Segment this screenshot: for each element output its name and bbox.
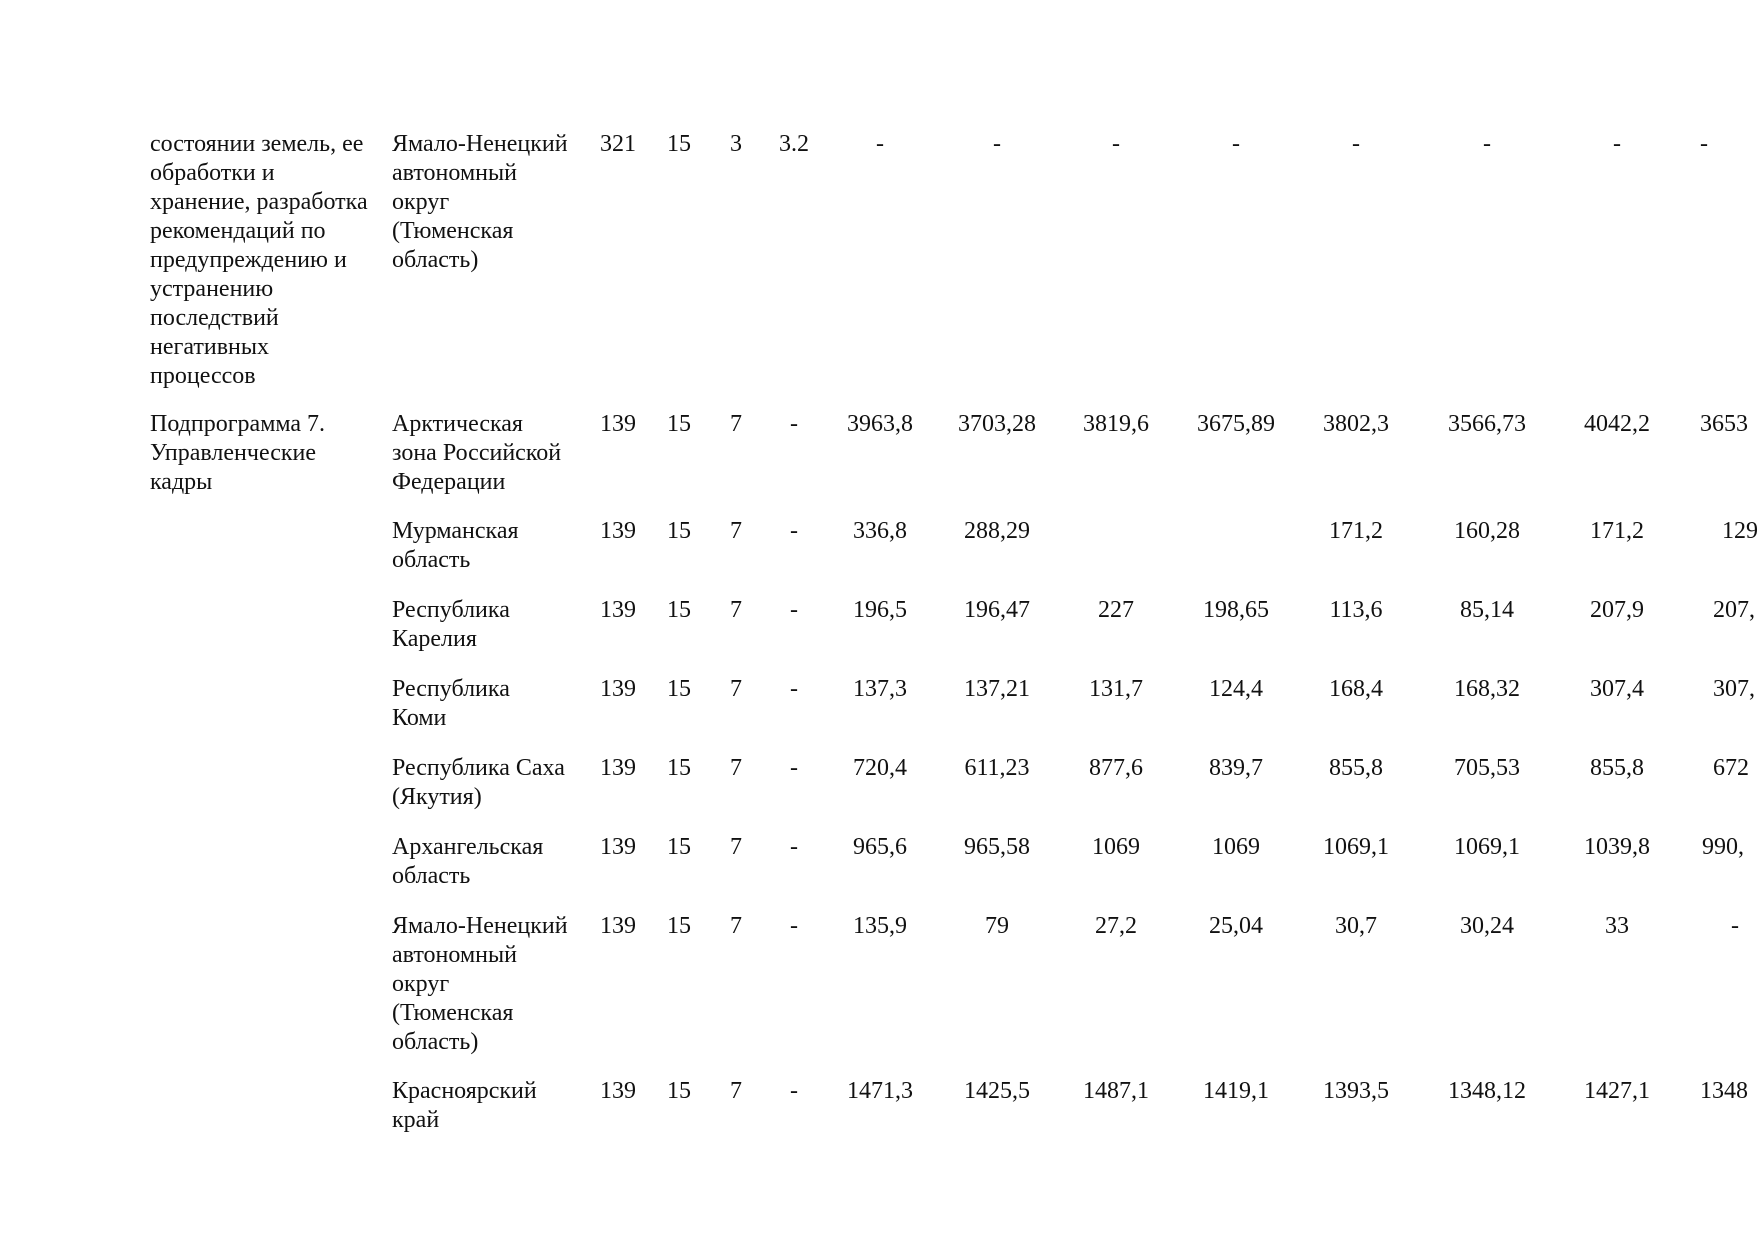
value-cell: 113,6	[1329, 597, 1383, 623]
code-cell: 139	[600, 755, 636, 781]
code-cell: 15	[667, 597, 691, 623]
value-cell: 336,8	[853, 518, 907, 544]
value-cell: 1393,5	[1323, 1078, 1389, 1104]
code-cell: 321	[600, 131, 636, 157]
value-cell: 3566,73	[1448, 411, 1526, 437]
code-cell: 139	[600, 1078, 636, 1104]
value-cell: 27,2	[1095, 913, 1137, 939]
value-cell: 30,7	[1335, 913, 1377, 939]
value-cell: 855,8	[1329, 755, 1383, 781]
code-cell: -	[790, 834, 798, 860]
code-cell: 139	[600, 676, 636, 702]
value-cell: 672	[1713, 755, 1749, 781]
value-cell: 85,14	[1460, 597, 1514, 623]
code-cell: 7	[730, 1078, 742, 1104]
value-cell: -	[1700, 131, 1708, 157]
value-cell: 4042,2	[1584, 411, 1650, 437]
value-cell: 720,4	[853, 755, 907, 781]
code-cell: 7	[730, 755, 742, 781]
code-cell: 7	[730, 411, 742, 437]
value-cell: 1419,1	[1203, 1078, 1269, 1104]
value-cell: 129	[1722, 518, 1758, 544]
value-cell: 207,	[1713, 597, 1755, 623]
code-cell: 15	[667, 676, 691, 702]
value-cell: 196,5	[853, 597, 907, 623]
value-cell: 1069,1	[1454, 834, 1520, 860]
value-cell: -	[876, 131, 884, 157]
value-cell: -	[1613, 131, 1621, 157]
code-cell: 139	[600, 411, 636, 437]
value-cell: 611,23	[964, 755, 1030, 781]
value-cell: 3802,3	[1323, 411, 1389, 437]
code-cell: -	[790, 518, 798, 544]
code-cell: 15	[667, 131, 691, 157]
value-cell: 207,9	[1590, 597, 1644, 623]
code-cell: 7	[730, 676, 742, 702]
value-cell: -	[1112, 131, 1120, 157]
code-cell: -	[790, 1078, 798, 1104]
value-cell: -	[1352, 131, 1360, 157]
code-cell: 7	[730, 597, 742, 623]
value-cell: 1069	[1212, 834, 1260, 860]
code-cell: 139	[600, 597, 636, 623]
value-cell: 124,4	[1209, 676, 1263, 702]
code-cell: 15	[667, 913, 691, 939]
value-cell: 198,65	[1203, 597, 1269, 623]
value-cell: 160,28	[1454, 518, 1520, 544]
value-cell: 1425,5	[964, 1078, 1030, 1104]
code-cell: 139	[600, 518, 636, 544]
region-cell: Республика Карелия	[392, 597, 510, 652]
code-cell: 7	[730, 913, 742, 939]
code-cell: -	[790, 597, 798, 623]
region-cell: Архангельская область	[392, 834, 544, 889]
code-cell: 15	[667, 834, 691, 860]
code-cell: 15	[667, 755, 691, 781]
value-cell: -	[1232, 131, 1240, 157]
code-cell: 3	[730, 131, 742, 157]
value-cell: 135,9	[853, 913, 907, 939]
code-cell: -	[790, 676, 798, 702]
value-cell: 705,53	[1454, 755, 1520, 781]
value-cell: 131,7	[1089, 676, 1143, 702]
region-cell: Ямало-Ненецкий автономный округ (Тюменская область)	[392, 913, 568, 1055]
value-cell: 137,3	[853, 676, 907, 702]
program-cell: состоянии земель, ее обработки и хранение, разработка рекомендаций по предупреждению и устранению последствий негативных процессов	[150, 131, 368, 389]
value-cell: 839,7	[1209, 755, 1263, 781]
value-cell: 196,47	[964, 597, 1030, 623]
region-cell: Мурманская область	[392, 518, 519, 573]
value-cell: 965,58	[964, 834, 1030, 860]
value-cell: 307,	[1713, 676, 1755, 702]
value-cell: 171,2	[1329, 518, 1383, 544]
code-cell: 3.2	[779, 131, 809, 157]
value-cell: 990,	[1702, 834, 1744, 860]
value-cell: -	[993, 131, 1001, 157]
value-cell: 1069	[1092, 834, 1140, 860]
value-cell: 288,29	[964, 518, 1030, 544]
program-cell: Подпрограмма 7. Управленческие кадры	[150, 411, 326, 495]
value-cell: 1427,1	[1584, 1078, 1650, 1104]
code-cell: -	[790, 913, 798, 939]
value-cell: -	[1483, 131, 1491, 157]
value-cell: 137,21	[964, 676, 1030, 702]
region-cell: Красноярский край	[392, 1078, 537, 1133]
value-cell: 168,4	[1329, 676, 1383, 702]
value-cell: 3653	[1700, 411, 1748, 437]
code-cell: 139	[600, 913, 636, 939]
value-cell: -	[1731, 913, 1739, 939]
value-cell: 33	[1605, 913, 1629, 939]
code-cell: -	[790, 411, 798, 437]
value-cell: 965,6	[853, 834, 907, 860]
value-cell: 25,04	[1209, 913, 1263, 939]
value-cell: 1348,12	[1448, 1078, 1526, 1104]
value-cell: 3819,6	[1083, 411, 1149, 437]
value-cell: 855,8	[1590, 755, 1644, 781]
code-cell: 15	[667, 411, 691, 437]
value-cell: 1348	[1700, 1078, 1748, 1104]
value-cell: 168,32	[1454, 676, 1520, 702]
value-cell: 3703,28	[958, 411, 1036, 437]
value-cell: 1039,8	[1584, 834, 1650, 860]
value-cell: 307,4	[1590, 676, 1644, 702]
code-cell: 15	[667, 518, 691, 544]
value-cell: 227	[1098, 597, 1134, 623]
value-cell: 1487,1	[1083, 1078, 1149, 1104]
region-cell: Ямало-Ненецкий автономный округ (Тюменская область)	[392, 131, 568, 273]
region-cell: Арктическая зона Российской Федерации	[392, 411, 562, 495]
value-cell: 877,6	[1089, 755, 1143, 781]
value-cell: 1069,1	[1323, 834, 1389, 860]
code-cell: 139	[600, 834, 636, 860]
value-cell: 79	[985, 913, 1009, 939]
region-cell: Республика Саха (Якутия)	[392, 755, 565, 810]
value-cell: 3963,8	[847, 411, 913, 437]
value-cell: 171,2	[1590, 518, 1644, 544]
value-cell: 30,24	[1460, 913, 1514, 939]
region-cell: Республика Коми	[392, 676, 510, 731]
code-cell: 7	[730, 834, 742, 860]
value-cell: 1471,3	[847, 1078, 913, 1104]
code-cell: 15	[667, 1078, 691, 1104]
value-cell: 3675,89	[1197, 411, 1275, 437]
code-cell: -	[790, 755, 798, 781]
code-cell: 7	[730, 518, 742, 544]
